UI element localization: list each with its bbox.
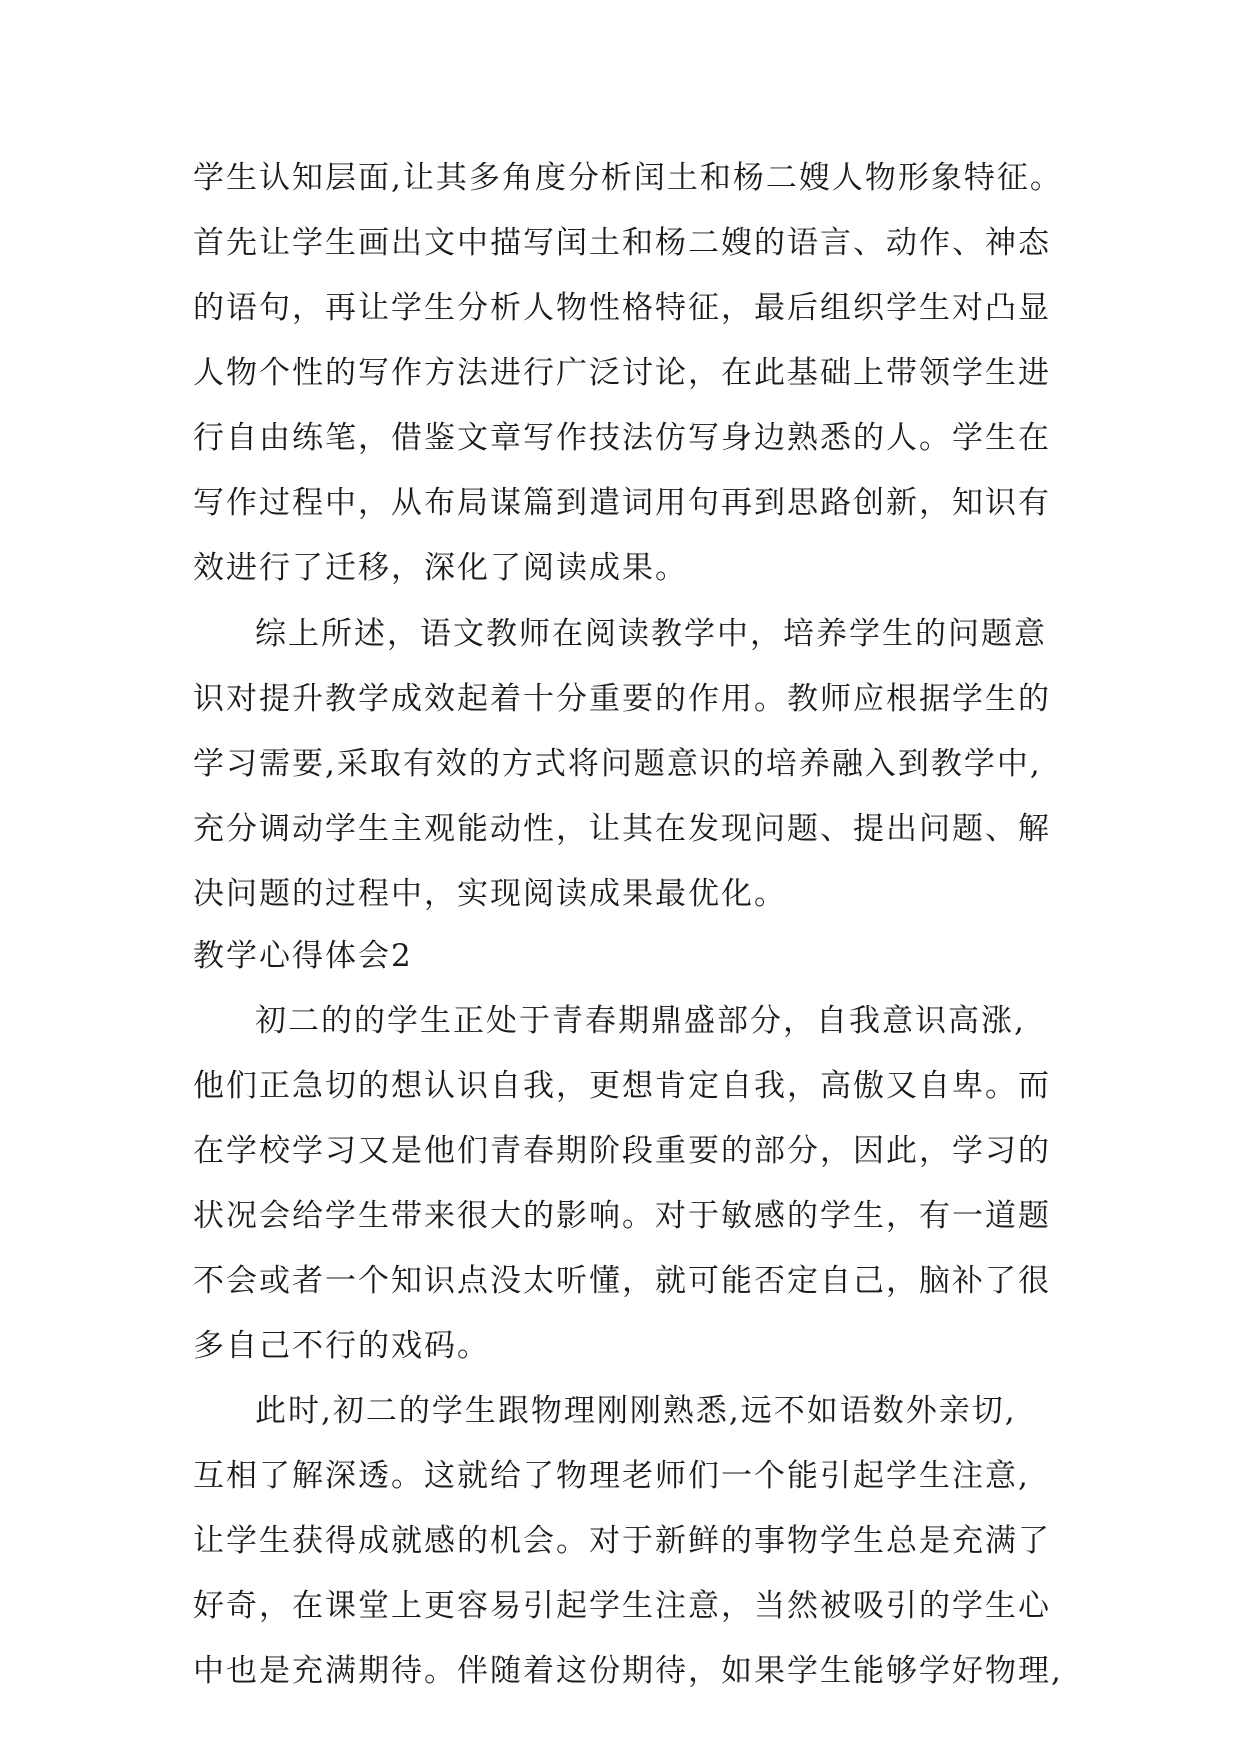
paragraph-line: 学习需要,采取有效的方式将问题意识的培养融入到教学中, bbox=[193, 746, 1042, 782]
paragraph-line: 人物个性的写作方法进行广泛讨论，在此基础上带领学生进 bbox=[193, 355, 1051, 391]
paragraph-line: 互相了解深透。这就给了物理老师们一个能引起学生注意, bbox=[193, 1458, 1030, 1494]
paragraph-line: 状况会给学生带来很大的影响。对于敏感的学生，有一道题 bbox=[193, 1198, 1051, 1234]
paragraph-line: 首先让学生画出文中描写闰土和杨二嫂的语言、动作、神态 bbox=[193, 225, 1051, 261]
paragraph-line: 中也是充满期待。伴随着这份期待，如果学生能够学好物理, bbox=[193, 1653, 1063, 1689]
paragraph-line: 的语句，再让学生分析人物性格特征，最后组织学生对凸显 bbox=[193, 290, 1051, 326]
paragraph-line: 效进行了迁移，深化了阅读成果。 bbox=[193, 550, 688, 586]
paragraph-line: 充分调动学生主观能动性，让其在发现问题、提出问题、解 bbox=[193, 811, 1051, 847]
paragraph-line: 不会或者一个知识点没太听懂，就可能否定自己，脑补了很 bbox=[193, 1263, 1051, 1299]
paragraph-line: 他们正急切的想认识自我，更想肯定自我，高傲又自卑。而 bbox=[193, 1068, 1051, 1104]
paragraph-line: 写作过程中，从布局谋篇到遣词用句再到思路创新，知识有 bbox=[193, 485, 1051, 521]
paragraph-line: 好奇，在课堂上更容易引起学生注意，当然被吸引的学生心 bbox=[193, 1588, 1051, 1624]
paragraph-line: 行自由练笔，借鉴文章写作技法仿写身边熟悉的人。学生在 bbox=[193, 420, 1051, 456]
paragraph-line: 多自己不行的戏码。 bbox=[193, 1328, 490, 1364]
paragraph-line: 此时,初二的学生跟物理刚刚熟悉,远不如语数外亲切, bbox=[255, 1393, 1017, 1429]
paragraph-line: 决问题的过程中，实现阅读成果最优化。 bbox=[193, 876, 787, 912]
paragraph-line: 学生认知层面,让其多角度分析闰土和杨二嫂人物形象特征。 bbox=[193, 160, 1063, 196]
paragraph-line: 在学校学习又是他们青春期阶段重要的部分，因此，学习的 bbox=[193, 1133, 1051, 1169]
paragraph-line: 初二的的学生正处于青春期鼎盛部分，自我意识高涨, bbox=[255, 1003, 1026, 1039]
paragraph-line: 综上所述，语文教师在阅读教学中，培养学生的问题意 bbox=[255, 616, 1047, 652]
paragraph-line: 让学生获得成就感的机会。对于新鲜的事物学生总是充满了 bbox=[193, 1523, 1051, 1559]
section-heading: 教学心得体会2 bbox=[193, 938, 413, 974]
paragraph-line: 识对提升教学成效起着十分重要的作用。教师应根据学生的 bbox=[193, 681, 1051, 717]
